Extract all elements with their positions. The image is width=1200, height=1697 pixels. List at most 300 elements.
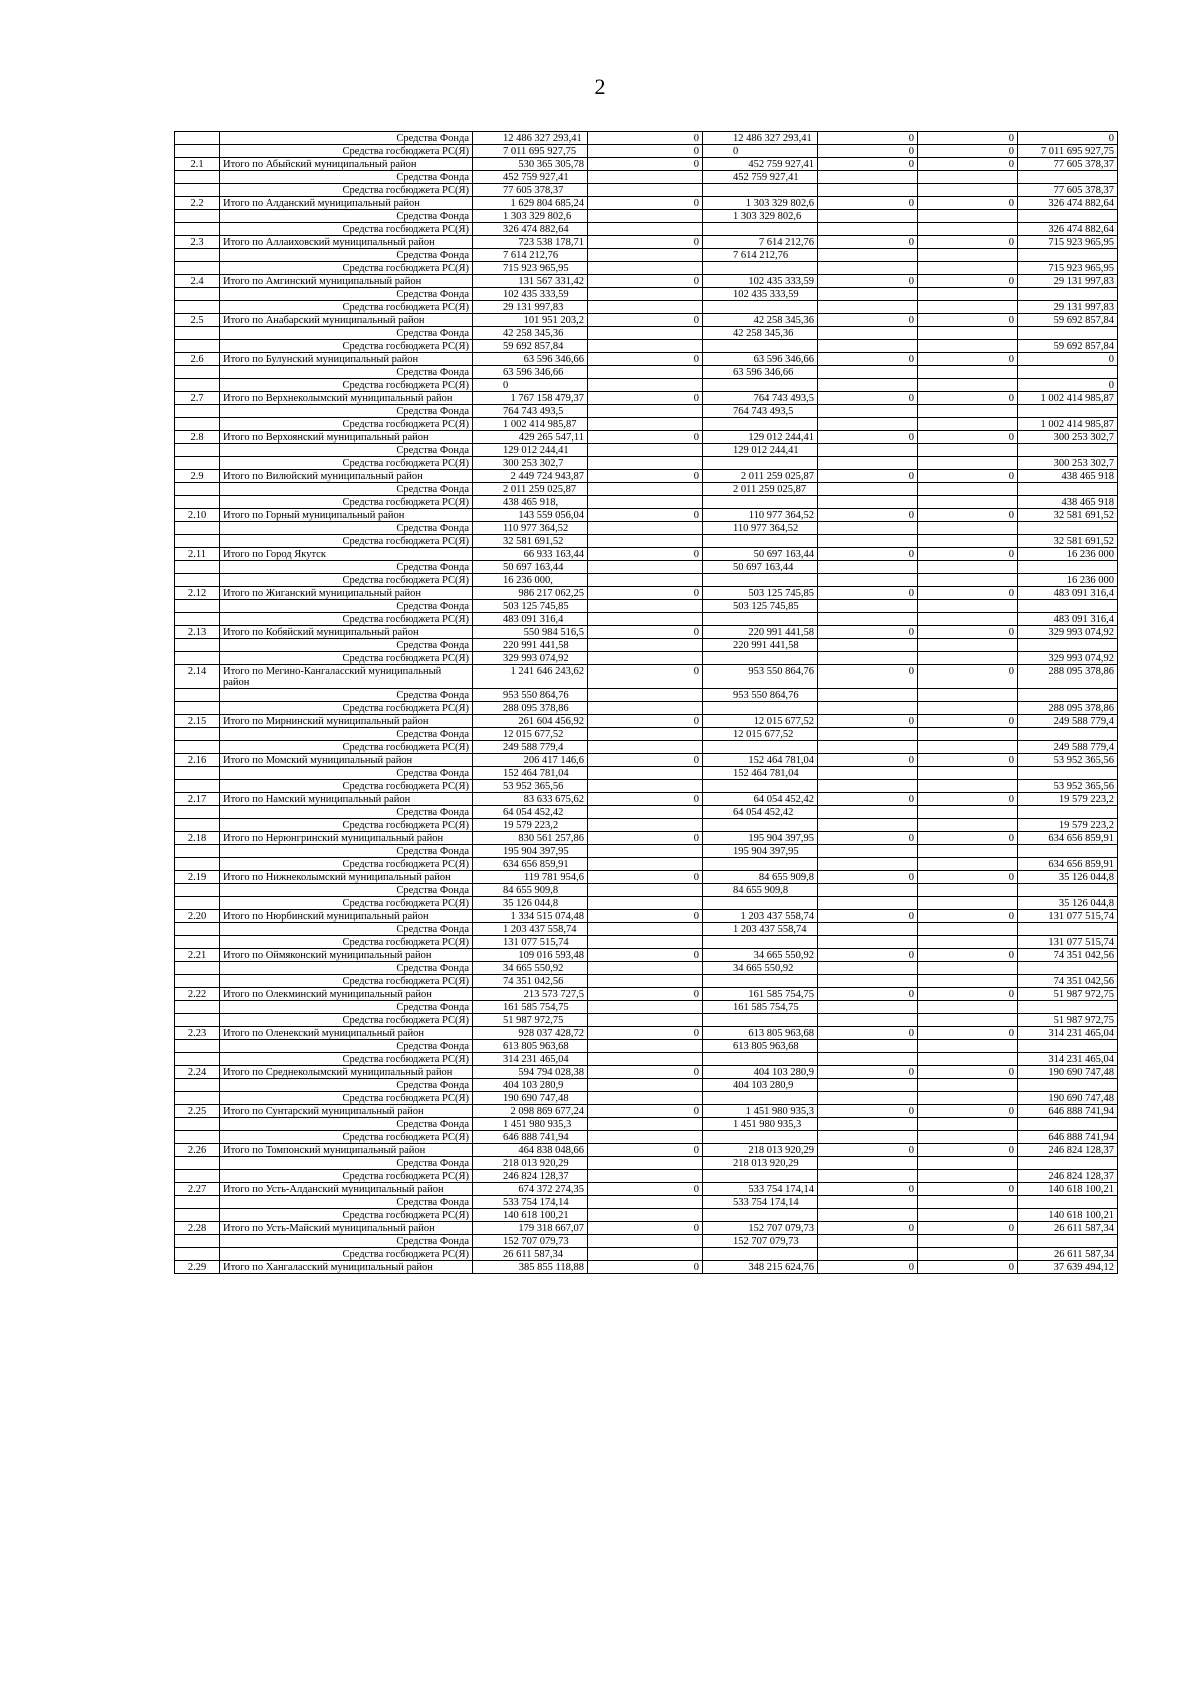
table-row-source (175, 1014, 1118, 1027)
cell-total: 674 372 274,35 (473, 1183, 588, 1196)
row-number (175, 819, 220, 832)
cell-col5 (918, 767, 1018, 780)
cell-col2 (588, 613, 703, 626)
cell-col4 (818, 741, 918, 754)
cell-col6: 19 579 223,2 (1018, 793, 1118, 806)
cell-col6: 288 095 378,86 (1018, 665, 1118, 689)
cell-col2 (588, 1053, 703, 1066)
cell-col5: 0 (918, 392, 1018, 405)
row-name: Итого по Верхнеколымский муниципальный район (220, 392, 473, 405)
table-row-total (175, 587, 1118, 600)
table-row-source (175, 418, 1118, 431)
cell-col3: 348 215 624,76 (703, 1261, 818, 1274)
cell-col4 (818, 1157, 918, 1170)
cell-col4 (818, 1092, 918, 1105)
cell-total: 715 923 965,95 (473, 262, 588, 275)
row-number: 2.22 (175, 988, 220, 1001)
cell-total: 152 707 079,73 (473, 1235, 588, 1248)
row-number: 2.19 (175, 871, 220, 884)
table-row-source (175, 496, 1118, 509)
cell-col3: 1 303 329 802,6 (703, 197, 818, 210)
cell-col2: 0 (588, 988, 703, 1001)
cell-col3 (703, 819, 818, 832)
cell-col6 (1018, 689, 1118, 702)
cell-total: 16 236 000, (473, 574, 588, 587)
row-name: Средства госбюджета РС(Я) (220, 780, 473, 793)
cell-col4 (818, 1040, 918, 1053)
cell-total: 109 016 593,48 (473, 949, 588, 962)
row-number: 2.17 (175, 793, 220, 806)
cell-col4 (818, 327, 918, 340)
table-row-total (175, 275, 1118, 288)
row-name: Средства Фонда (220, 210, 473, 223)
cell-col2 (588, 858, 703, 871)
cell-total: 1 203 437 558,74 (473, 923, 588, 936)
cell-col3: 152 464 781,04 (703, 754, 818, 767)
cell-col6: 53 952 365,56 (1018, 780, 1118, 793)
cell-total: 161 585 754,75 (473, 1001, 588, 1014)
table-row-source (175, 728, 1118, 741)
row-name: Средства Фонда (220, 1196, 473, 1209)
cell-col5: 0 (918, 236, 1018, 249)
cell-col5: 0 (918, 949, 1018, 962)
cell-col3: 533 754 174,14 (703, 1183, 818, 1196)
cell-col5 (918, 340, 1018, 353)
cell-col5: 0 (918, 314, 1018, 327)
cell-col5 (918, 1053, 1018, 1066)
cell-total: 1 303 329 802,6 (473, 210, 588, 223)
cell-col4 (818, 184, 918, 197)
cell-col2 (588, 405, 703, 418)
row-number (175, 1131, 220, 1144)
cell-col2 (588, 689, 703, 702)
cell-col4: 0 (818, 509, 918, 522)
cell-total: 2 449 724 943,87 (473, 470, 588, 483)
cell-col3: 533 754 174,14 (703, 1196, 818, 1209)
cell-col4 (818, 1196, 918, 1209)
table-row-source (175, 379, 1118, 392)
cell-col2 (588, 884, 703, 897)
cell-col6: 329 993 074,92 (1018, 652, 1118, 665)
cell-total: 119 781 954,6 (473, 871, 588, 884)
cell-col3 (703, 702, 818, 715)
cell-col4 (818, 975, 918, 988)
cell-total: 0 (473, 379, 588, 392)
cell-col2 (588, 1001, 703, 1014)
cell-total: 249 588 779,4 (473, 741, 588, 754)
row-number (175, 249, 220, 262)
cell-col5: 0 (918, 1027, 1018, 1040)
table-row-source (175, 600, 1118, 613)
cell-col3: 152 707 079,73 (703, 1235, 818, 1248)
cell-col2 (588, 1079, 703, 1092)
cell-col2: 0 (588, 1183, 703, 1196)
cell-col6: 37 639 494,12 (1018, 1261, 1118, 1274)
cell-col2 (588, 1209, 703, 1222)
cell-total: 1 629 804 685,24 (473, 197, 588, 210)
cell-col5: 0 (918, 145, 1018, 158)
row-name: Итого по Нижнеколымский муниципальный район (220, 871, 473, 884)
row-name: Средства Фонда (220, 923, 473, 936)
cell-col2 (588, 522, 703, 535)
cell-col2: 0 (588, 1066, 703, 1079)
table-row-source (175, 262, 1118, 275)
row-number: 2.10 (175, 509, 220, 522)
row-number (175, 652, 220, 665)
table-row-total (175, 470, 1118, 483)
cell-col6: 715 923 965,95 (1018, 262, 1118, 275)
row-number (175, 923, 220, 936)
cell-col2: 0 (588, 715, 703, 728)
cell-col4: 0 (818, 587, 918, 600)
cell-col3 (703, 858, 818, 871)
row-number (175, 145, 220, 158)
cell-total: 59 692 857,84 (473, 340, 588, 353)
cell-col5: 0 (918, 197, 1018, 210)
cell-col4 (818, 1079, 918, 1092)
cell-col3 (703, 1170, 818, 1183)
row-number (175, 975, 220, 988)
cell-col3: 7 614 212,76 (703, 249, 818, 262)
table-row-source (175, 132, 1118, 145)
cell-col4 (818, 1053, 918, 1066)
cell-col3 (703, 975, 818, 988)
table-row-total (175, 158, 1118, 171)
row-name: Средства Фонда (220, 522, 473, 535)
cell-col3: 161 585 754,75 (703, 988, 818, 1001)
row-name: Итого по Нюрбинский муниципальный район (220, 910, 473, 923)
cell-col2 (588, 728, 703, 741)
table-row-source (175, 522, 1118, 535)
cell-col4: 0 (818, 353, 918, 366)
cell-col2 (588, 741, 703, 754)
row-number: 2.13 (175, 626, 220, 639)
cell-col5 (918, 1092, 1018, 1105)
cell-col5 (918, 574, 1018, 587)
cell-col5 (918, 741, 1018, 754)
table-row-total (175, 832, 1118, 845)
cell-col6: 51 987 972,75 (1018, 1014, 1118, 1027)
cell-col6: 29 131 997,83 (1018, 301, 1118, 314)
cell-col6: 77 605 378,37 (1018, 184, 1118, 197)
cell-col5: 0 (918, 715, 1018, 728)
table-row-source (175, 1118, 1118, 1131)
cell-col3: 84 655 909,8 (703, 884, 818, 897)
cell-col2: 0 (588, 871, 703, 884)
table-row-total (175, 910, 1118, 923)
cell-col3: 161 585 754,75 (703, 1001, 818, 1014)
cell-total: 63 596 346,66 (473, 366, 588, 379)
table-row-source (175, 819, 1118, 832)
cell-col2 (588, 262, 703, 275)
cell-col4 (818, 1170, 918, 1183)
cell-col6 (1018, 728, 1118, 741)
table-row-source (175, 1040, 1118, 1053)
cell-col5: 0 (918, 431, 1018, 444)
cell-col4 (818, 535, 918, 548)
table-row-source (175, 340, 1118, 353)
row-number: 2.23 (175, 1027, 220, 1040)
cell-col4 (818, 600, 918, 613)
cell-col4 (818, 845, 918, 858)
cell-col2 (588, 249, 703, 262)
cell-col4 (818, 1014, 918, 1027)
row-name: Итого по Томпонский муниципальный район (220, 1144, 473, 1157)
cell-col3 (703, 897, 818, 910)
table-row-source (175, 1196, 1118, 1209)
row-name: Итого по Мирнинский муниципальный район (220, 715, 473, 728)
cell-total: 634 656 859,91 (473, 858, 588, 871)
cell-col5: 0 (918, 1144, 1018, 1157)
cell-col5 (918, 483, 1018, 496)
cell-col5: 0 (918, 871, 1018, 884)
cell-col3: 152 707 079,73 (703, 1222, 818, 1235)
cell-col2 (588, 301, 703, 314)
cell-col5: 0 (918, 1183, 1018, 1196)
row-name: Итого по Намский муниципальный район (220, 793, 473, 806)
table-row-source (175, 806, 1118, 819)
cell-total: 213 573 727,5 (473, 988, 588, 1001)
cell-col4: 0 (818, 132, 918, 145)
cell-col6: 35 126 044,8 (1018, 871, 1118, 884)
cell-col5 (918, 806, 1018, 819)
cell-col2 (588, 379, 703, 392)
cell-col6: 26 611 587,34 (1018, 1222, 1118, 1235)
cell-col3 (703, 496, 818, 509)
cell-col5 (918, 405, 1018, 418)
cell-col4 (818, 702, 918, 715)
cell-total: 1 334 515 074,48 (473, 910, 588, 923)
cell-col6: 0 (1018, 379, 1118, 392)
cell-col4: 0 (818, 832, 918, 845)
cell-total: 594 794 028,38 (473, 1066, 588, 1079)
cell-col2: 0 (588, 275, 703, 288)
cell-total: 152 464 781,04 (473, 767, 588, 780)
cell-col5 (918, 858, 1018, 871)
cell-total: 26 611 587,34 (473, 1248, 588, 1261)
cell-col4 (818, 171, 918, 184)
cell-col6: 19 579 223,2 (1018, 819, 1118, 832)
cell-total: 84 655 909,8 (473, 884, 588, 897)
cell-col3: 195 904 397,95 (703, 845, 818, 858)
cell-col2 (588, 652, 703, 665)
cell-col2: 0 (588, 470, 703, 483)
cell-col2: 0 (588, 548, 703, 561)
cell-col5 (918, 1235, 1018, 1248)
row-number: 2.28 (175, 1222, 220, 1235)
row-name: Итого по Кобяйский муниципальный район (220, 626, 473, 639)
cell-col4 (818, 301, 918, 314)
cell-col5 (918, 184, 1018, 197)
cell-col6: 7 011 695 927,75 (1018, 145, 1118, 158)
cell-col2 (588, 340, 703, 353)
row-name: Итого по Усть-Майский муниципальный район (220, 1222, 473, 1235)
cell-col6: 53 952 365,56 (1018, 754, 1118, 767)
cell-col2 (588, 1157, 703, 1170)
cell-col5 (918, 780, 1018, 793)
cell-col3: 218 013 920,29 (703, 1144, 818, 1157)
row-name: Средства госбюджета РС(Я) (220, 457, 473, 470)
cell-col4: 0 (818, 1027, 918, 1040)
cell-col6: 314 231 465,04 (1018, 1027, 1118, 1040)
cell-col3 (703, 1014, 818, 1027)
cell-col3: 220 991 441,58 (703, 639, 818, 652)
cell-total: 530 365 305,78 (473, 158, 588, 171)
row-name: Средства госбюджета РС(Я) (220, 1053, 473, 1066)
cell-col2: 0 (588, 236, 703, 249)
row-name: Средства Фонда (220, 249, 473, 262)
row-number (175, 535, 220, 548)
cell-col4 (818, 1209, 918, 1222)
cell-col5: 0 (918, 754, 1018, 767)
table-row-source (175, 366, 1118, 379)
cell-total: 83 633 675,62 (473, 793, 588, 806)
cell-col2 (588, 1131, 703, 1144)
cell-total: 300 253 302,7 (473, 457, 588, 470)
cell-col4: 0 (818, 1144, 918, 1157)
cell-total: 7 614 212,76 (473, 249, 588, 262)
table-row-source (175, 702, 1118, 715)
cell-total: 288 095 378,86 (473, 702, 588, 715)
cell-col6: 314 231 465,04 (1018, 1053, 1118, 1066)
row-number (175, 1079, 220, 1092)
row-name: Средства Фонда (220, 483, 473, 496)
cell-total: 1 241 646 243,62 (473, 665, 588, 689)
cell-col5 (918, 1248, 1018, 1261)
cell-col3: 50 697 163,44 (703, 561, 818, 574)
cell-col6 (1018, 767, 1118, 780)
cell-col5 (918, 288, 1018, 301)
cell-col4 (818, 418, 918, 431)
cell-col6: 715 923 965,95 (1018, 236, 1118, 249)
cell-col2: 0 (588, 132, 703, 145)
cell-col5: 0 (918, 988, 1018, 1001)
cell-total: 34 665 550,92 (473, 962, 588, 975)
cell-col6: 51 987 972,75 (1018, 988, 1118, 1001)
row-number: 2.6 (175, 353, 220, 366)
cell-total: 326 474 882,64 (473, 223, 588, 236)
row-name: Средства госбюджета РС(Я) (220, 652, 473, 665)
table-row-total (175, 949, 1118, 962)
row-name: Средства Фонда (220, 405, 473, 418)
row-name: Итого по Оймяконский муниципальный район (220, 949, 473, 962)
cell-col2 (588, 1118, 703, 1131)
row-name: Итого по Нерюнгринский муниципальный район (220, 832, 473, 845)
cell-col5 (918, 702, 1018, 715)
table-row-source (175, 327, 1118, 340)
cell-col4: 0 (818, 158, 918, 171)
row-name: Средства Фонда (220, 962, 473, 975)
table-row-source (175, 1157, 1118, 1170)
cell-col2 (588, 962, 703, 975)
row-name: Средства госбюджета РС(Я) (220, 535, 473, 548)
row-name: Итого по Жиганский муниципальный район (220, 587, 473, 600)
cell-col4 (818, 806, 918, 819)
cell-col5 (918, 262, 1018, 275)
cell-col3: 42 258 345,36 (703, 327, 818, 340)
row-name: Итого по Город Якутск (220, 548, 473, 561)
row-number (175, 184, 220, 197)
row-name: Средства Фонда (220, 728, 473, 741)
cell-col2 (588, 702, 703, 715)
cell-col2 (588, 535, 703, 548)
cell-total: 42 258 345,36 (473, 327, 588, 340)
cell-total: 464 838 048,66 (473, 1144, 588, 1157)
cell-col3: 110 977 364,52 (703, 509, 818, 522)
cell-col4: 0 (818, 1261, 918, 1274)
cell-col4 (818, 210, 918, 223)
row-number (175, 327, 220, 340)
cell-total: 74 351 042,56 (473, 975, 588, 988)
cell-col6 (1018, 806, 1118, 819)
row-number (175, 639, 220, 652)
cell-col2 (588, 639, 703, 652)
table-row-source (175, 689, 1118, 702)
cell-col4 (818, 561, 918, 574)
cell-col5 (918, 522, 1018, 535)
cell-total: 51 987 972,75 (473, 1014, 588, 1027)
cell-col4 (818, 444, 918, 457)
cell-total: 110 977 364,52 (473, 522, 588, 535)
cell-col3: 84 655 909,8 (703, 871, 818, 884)
cell-col3: 503 125 745,85 (703, 587, 818, 600)
cell-col4: 0 (818, 236, 918, 249)
cell-total: 385 855 118,88 (473, 1261, 588, 1274)
row-number (175, 728, 220, 741)
row-name: Средства Фонда (220, 1040, 473, 1053)
cell-col3 (703, 1248, 818, 1261)
row-name: Средства госбюджета РС(Я) (220, 1014, 473, 1027)
cell-total: 190 690 747,48 (473, 1092, 588, 1105)
cell-col3 (703, 340, 818, 353)
cell-col2: 0 (588, 665, 703, 689)
cell-col3 (703, 457, 818, 470)
cell-col3 (703, 741, 818, 754)
row-name: Средства госбюджета РС(Я) (220, 975, 473, 988)
row-name: Средства Фонда (220, 639, 473, 652)
row-number (175, 897, 220, 910)
cell-col2: 0 (588, 832, 703, 845)
cell-total: 830 561 257,86 (473, 832, 588, 845)
row-name: Средства Фонда (220, 845, 473, 858)
cell-total: 723 538 178,71 (473, 236, 588, 249)
cell-col6 (1018, 288, 1118, 301)
table-row-source (175, 1248, 1118, 1261)
cell-col6: 326 474 882,64 (1018, 223, 1118, 236)
cell-col3: 63 596 346,66 (703, 353, 818, 366)
cell-col6 (1018, 249, 1118, 262)
cell-total: 12 015 677,52 (473, 728, 588, 741)
table-row-total (175, 754, 1118, 767)
cell-col6 (1018, 405, 1118, 418)
cell-col5 (918, 689, 1018, 702)
cell-col6: 329 993 074,92 (1018, 626, 1118, 639)
cell-col3 (703, 652, 818, 665)
row-name: Итого по Алданский муниципальный район (220, 197, 473, 210)
row-number: 2.11 (175, 548, 220, 561)
row-name: Средства Фонда (220, 689, 473, 702)
table-row-total (175, 548, 1118, 561)
cell-col2 (588, 923, 703, 936)
row-number: 2.1 (175, 158, 220, 171)
cell-total: 7 011 695 927,75 (473, 145, 588, 158)
cell-total: 764 743 493,5 (473, 405, 588, 418)
row-name: Итого по Анабарский муниципальный район (220, 314, 473, 327)
row-name: Средства госбюджета РС(Я) (220, 1170, 473, 1183)
row-number (175, 301, 220, 314)
table-row-source (175, 457, 1118, 470)
cell-col3 (703, 418, 818, 431)
